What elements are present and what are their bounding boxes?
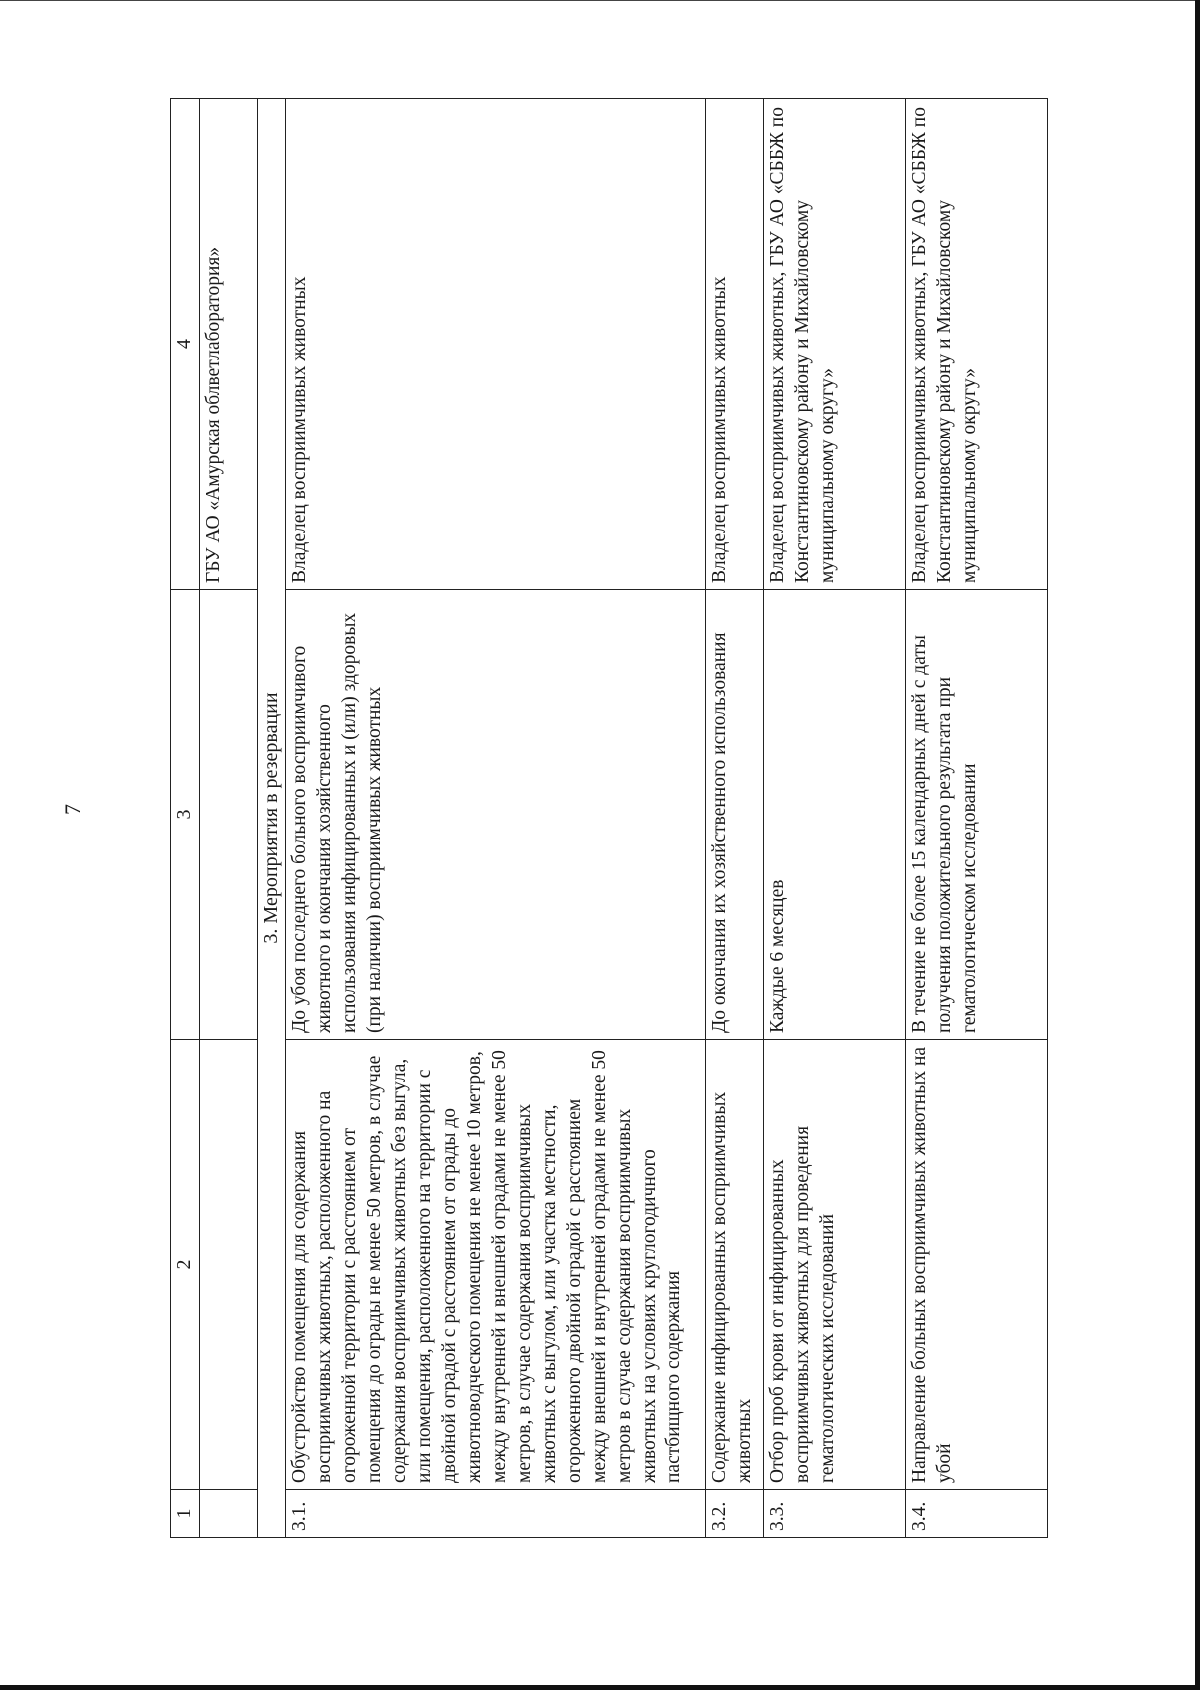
table-row: [764, 99, 906, 1538]
row-term: До убоя последнего больного восприимчивого животного и окончания хозяйственного использования инфицированных и (или) здоровых (при наличии) восприимчивых животных: [286, 590, 706, 1040]
row-number: 3.3.: [764, 1490, 906, 1538]
header-col-2: 2: [171, 1040, 200, 1490]
row-number: 3.4.: [906, 1490, 1048, 1538]
row-responsible: Владелец восприимчивых животных: [706, 99, 764, 590]
row-action: Обустройство помещения для содержания восприимчивых животных, расположенного на огороженной территории с расстоянием от помещения до ограды не менее 50 метров, в случае содержания восприимчивых животных без выгула, или помещения, расположенного на территории с двойной оградой с расстоянием от ограды до животноводческого помещения не менее 10 метров, между внутренней и внешней оградами не менее 50 метров, в случае содержания восприимчивых животных с выгулом, или участка местности, огороженного двойной оградой с расстоянием между внешней и внутренней оградами не менее 50 метров в случае содержания восприимчивых животных на условиях круглогодичного пастбищного содержания: [286, 1040, 706, 1490]
header-col-3: 3: [171, 590, 200, 1040]
prev-responsible-cell: ГБУ АО «Амурская облветлаборатория»: [199, 99, 257, 590]
row-term: До окончания их хозяйственного использования: [706, 590, 764, 1040]
row-action: Содержание инфицированных восприимчивых животных: [706, 1040, 764, 1490]
row-responsible: Владелец восприимчивых животных, ГБУ АО «СББЖ по Константиновскому району и Михайловскому муниципальному округу»: [906, 99, 1048, 590]
header-col-4: 4: [171, 99, 200, 590]
row-term: Каждые 6 месяцев: [764, 590, 906, 1040]
row-term: В течение не более 15 календарных дней с даты получения положительного результата при гематологическом исследовании: [906, 590, 1048, 1040]
row-action: Отбор проб крови от инфицированных восприимчивых животных для проведения гематологических исследований: [764, 1040, 906, 1490]
section-row: [257, 99, 286, 1538]
row-responsible: Владелец восприимчивых животных: [286, 99, 706, 590]
table-row: [706, 99, 764, 1538]
measures-table: [170, 98, 1048, 1538]
row-action: Направление больных восприимчивых животных на убой: [906, 1040, 1048, 1490]
section-title: 3. Мероприятия в резервации: [257, 99, 286, 1538]
table-row: [906, 99, 1048, 1538]
header-col-1: 1: [171, 1490, 200, 1538]
page-number: 7: [60, 804, 85, 815]
table-row: [286, 99, 706, 1538]
previous-row-continuation: [199, 99, 257, 1538]
rotated-table-wrapper: [170, 98, 1170, 1538]
header-row: [171, 99, 200, 1538]
row-number: 3.1.: [286, 1490, 706, 1538]
row-number: 3.2.: [706, 1490, 764, 1538]
row-responsible: Владелец восприимчивых животных, ГБУ АО «СББЖ по Константиновскому району и Михайловскому муниципальному округу»: [764, 99, 906, 590]
